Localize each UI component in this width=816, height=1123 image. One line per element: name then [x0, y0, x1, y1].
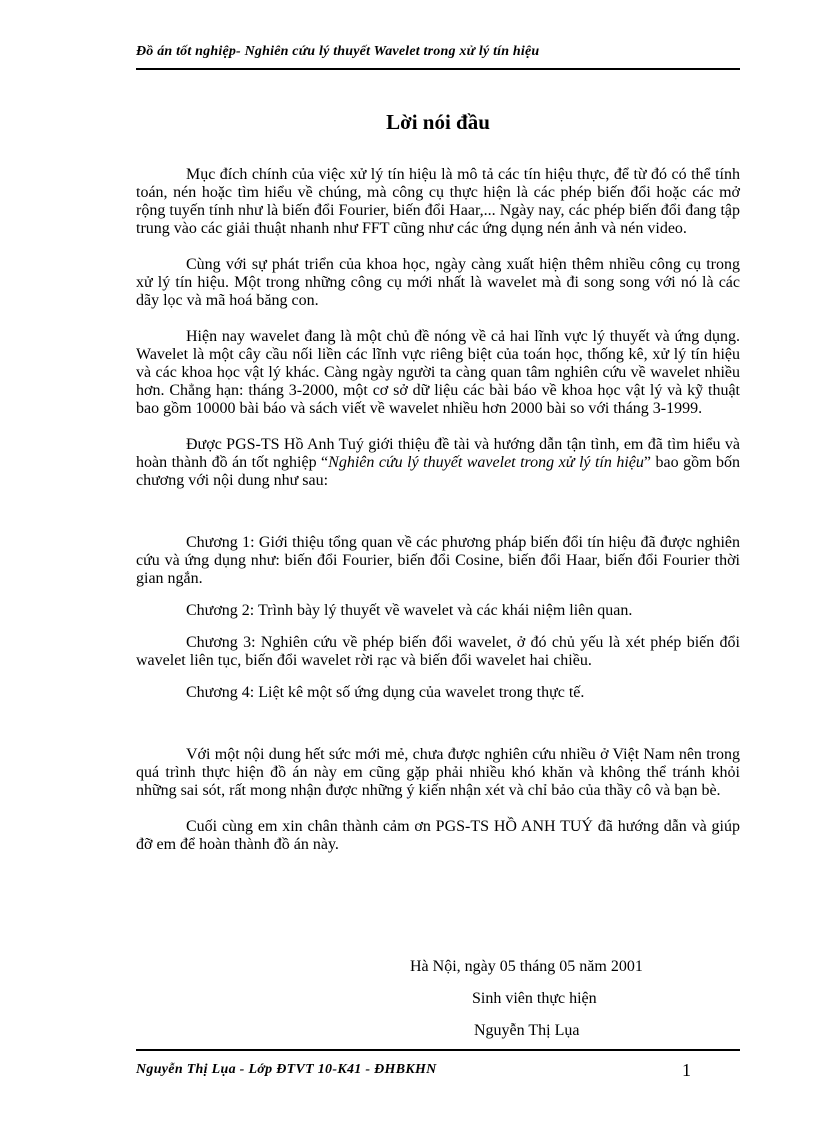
document-body	[136, 166, 740, 854]
chapter-1-summary: Chương 1: Giới thiệu tổng quan về các phương pháp biến đổi tín hiệu đã được nghiên cứu và ứng dụng như: biến đổi Fourier, biến đổi Cosine, biến đổi Haar, biến đổi Fourier thời gian ngắn.	[136, 534, 740, 587]
paragraph-purpose: Mục đích chính của việc xử lý tín hiệu là mô tả các tín hiệu thực, để từ đó có thể tính toán, nén hoặc tìm hiểu về chúng, mà công cụ thực hiện là các phép biến đổi hoặc các mở rộng tuyến tính như là biến đổi Fourier, biến đổi Haar,... Ngày nay, các phép biến đổi đang tập trung vào các giải thuật nhanh như FFT cũng như các ứng dụng nén ảnh và nén video.	[136, 166, 740, 237]
page-number: 1	[682, 1060, 691, 1080]
footer-rule	[136, 1049, 740, 1051]
running-footer: Nguyễn Thị Lụa - Lớp ĐTVT 10-K41 - ĐHBKHN	[136, 1062, 437, 1077]
paragraph-thanks: Cuối cùng em xin chân thành cảm ơn PGS-TS HỒ ANH TUÝ đã hướng dẫn và giúp đỡ em để hoàn thành đồ án này.	[136, 818, 740, 853]
chapter-3-summary: Chương 3: Nghiên cứu về phép biến đổi wavelet, ở đó chủ yếu là xét phép biến đổi wavelet liên tục, biến đổi wavelet rời rạc và biến đổi wavelet hai chiều.	[136, 634, 740, 669]
chapter-4-summary: Chương 4: Liệt kê một số ứng dụng của wavelet trong thực tế.	[186, 684, 585, 701]
page-title: Lời nói đầu	[386, 110, 490, 134]
signature-name: Nguyễn Thị Lụa	[474, 1022, 580, 1039]
thesis-intro-text: Được PGS-TS Hồ Anh Tuý giới thiệu đề tài và hướng dẫn tận tình, em đã tìm hiểu và hoàn thành đồ án tốt nghiệp “	[136, 436, 740, 471]
header-rule	[136, 68, 740, 70]
signature-role: Sinh viên thực hiện	[472, 990, 597, 1007]
chapter-2-summary: Chương 2: Trình bày lý thuyết về wavelet và các khái niệm liên quan.	[186, 602, 633, 619]
signature-place-date: Hà Nội, ngày 05 tháng 05 năm 2001	[410, 958, 643, 975]
running-header: Đồ án tốt nghiệp- Nghiên cứu lý thuyết Wavelet trong xử lý tín hiệu	[136, 44, 540, 59]
paragraph-thesis-intro	[136, 436, 740, 490]
paragraph-difficulties: Với một nội dung hết sức mới mẻ, chưa được nghiên cứu nhiều ở Việt Nam nên trong quá trình thực hiện đồ án này em cũng gặp phải nhiều khó khăn và không thể tránh khỏi những sai sót, rất mong nhận được những ý kiến nhận xét và chỉ bảo của thầy cô và bạn bè.	[136, 746, 740, 799]
thesis-title-italic: Nghiên cứu lý thuyết wavelet trong xử lý tín hiệu	[328, 454, 644, 471]
paragraph-wavelet-topic: Hiện nay wavelet đang là một chủ đề nóng về cả hai lĩnh vực lý thuyết và ứng dụng. Wavelet là một cây cầu nối liền các lĩnh vực riêng biệt của toán học, thống kê, xử lý tín hiệu và các khoa học vật lý khác. Càng ngày người ta càng quan tâm nghiên cứu về wavelet nhiều hơn. Chẳng hạn: tháng 3-2000, một cơ sở dữ liệu các bài báo về khoa học vật lý và kỹ thuật bao gồm 10000 bài báo và sách viết về wavelet nhiều hơn 2000 bài so với tháng 3-1999.	[136, 328, 740, 417]
paragraph-tools: Cùng với sự phát triển của khoa học, ngày càng xuất hiện thêm nhiều công cụ trong xử lý tín hiệu. Một trong những công cụ mới nhất là wavelet mà đi song song với nó là các dãy lọc và mã hoá băng con.	[136, 256, 740, 309]
thesis-intro-tail: ” bao gồm bốn chương với nội dung như sau:	[136, 454, 740, 489]
